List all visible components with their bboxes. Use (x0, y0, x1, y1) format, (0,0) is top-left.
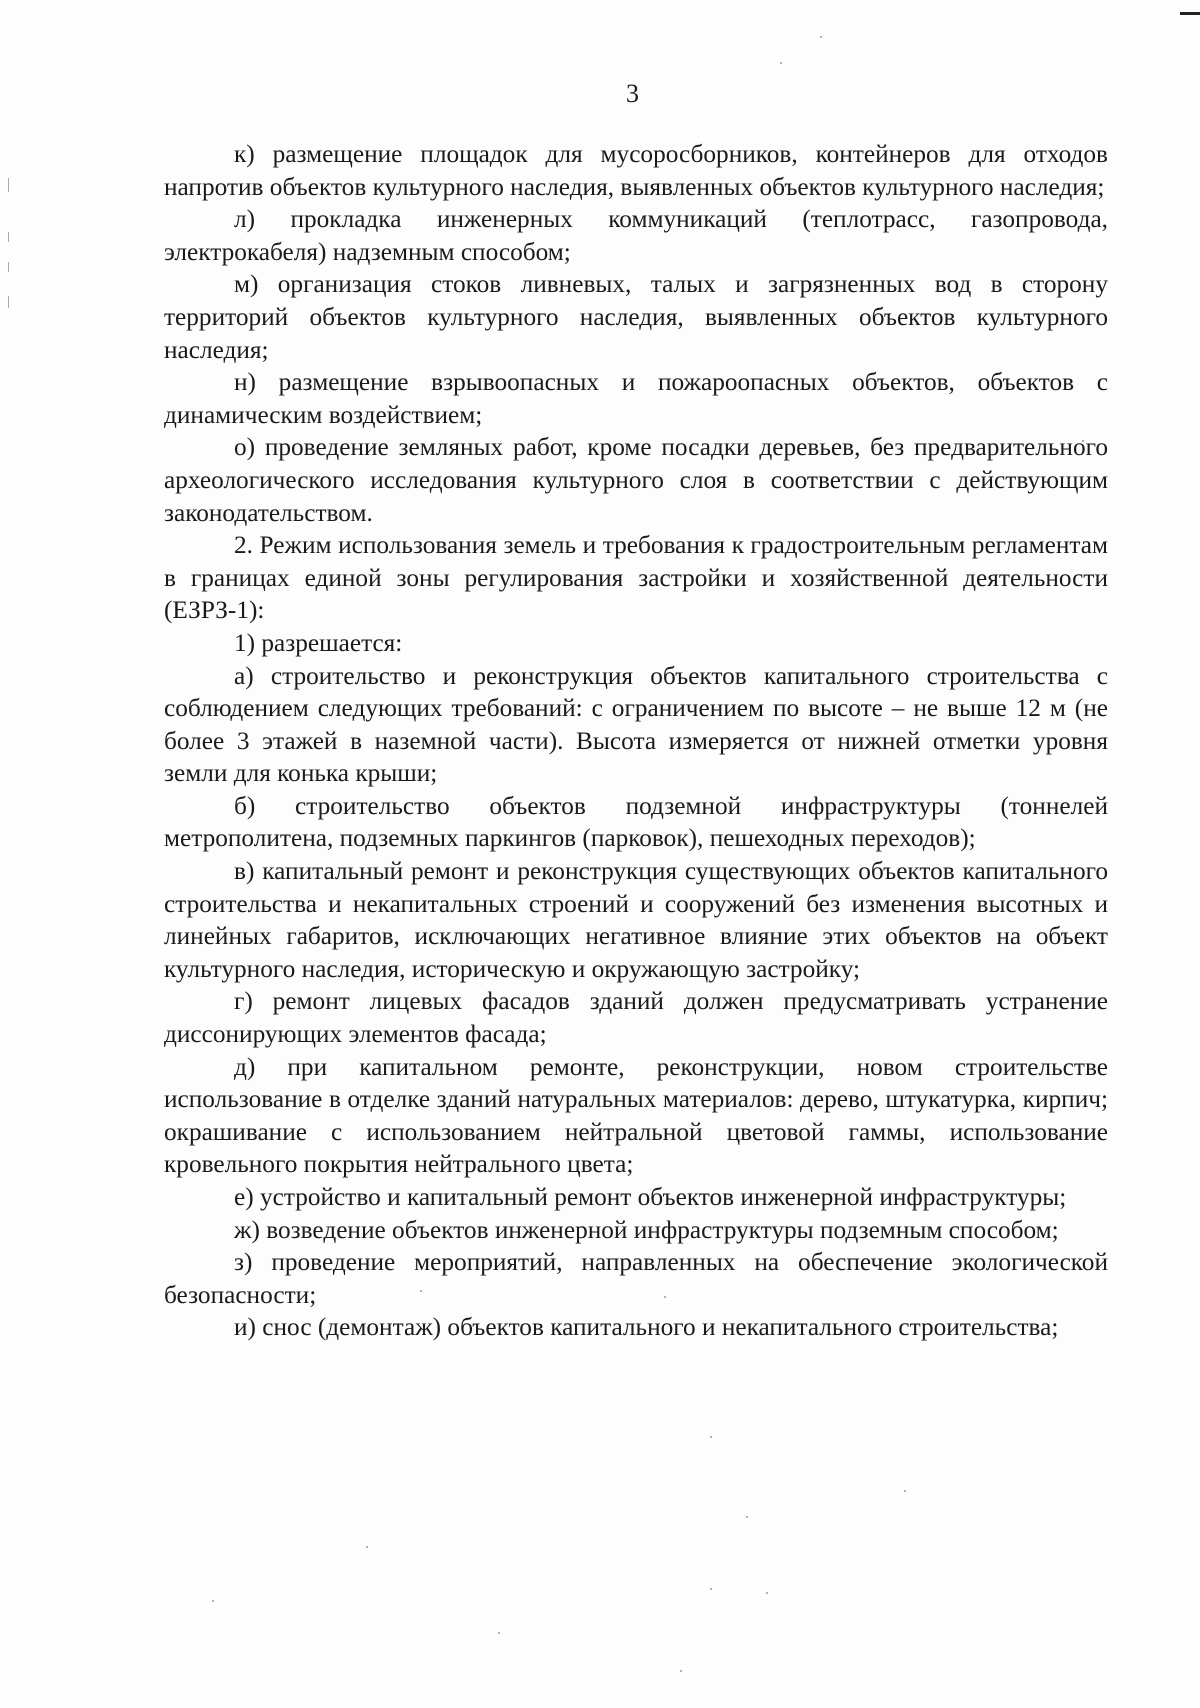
list-item-l: л) прокладка инженерных коммуникаций (теплотрасс, газопровода, электрокабеля) надземным способом; (164, 205, 1108, 266)
list-item-v: в) капитальный ремонт и реконструкция существующих объектов капитального строительства и некапитальных строений и сооружений без изменения высотных и линейных габаритов, исключающих негативное влияние этих объектов на объект культурного наследия, историческую и окружающую застройку; (164, 857, 1108, 983)
scan-speck (212, 1600, 214, 1602)
scan-speck (680, 1670, 682, 1672)
scan-margin-mark (8, 232, 9, 242)
list-item-n: н) размещение взрывоопасных и пожароопасных объектов, объектов с динамическим воздействием; (164, 368, 1108, 429)
scan-margin-mark (8, 262, 9, 272)
list-item-b: б) строительство объектов подземной инфраструктуры (тоннелей метрополитена, подземных паркингов (парковок), пешеходных переходов); (164, 791, 1108, 853)
list-item-i: и) снос (демонтаж) объектов капитального и некапитального строительства; (234, 1313, 1059, 1342)
scan-speck (766, 1592, 768, 1594)
scan-speck (820, 36, 822, 38)
list-item-k: к) размещение площадок для мусоросборников, контейнеров для отходов напротив объектов культурного наследия, выявленных объектов культурного наследия; (164, 140, 1108, 201)
list-item-m: м) организация стоков ливневых, талых и загрязненных вод в сторону территорий объектов культурного наследия, выявленных объектов культурного наследия; (164, 270, 1108, 364)
list-item-zh: ж) возведение объектов инженерной инфраструктуры подземным способом; (234, 1215, 1059, 1244)
scan-speck (780, 62, 782, 64)
scan-margin-mark (8, 178, 9, 192)
scan-speck (710, 1588, 712, 1590)
list-item-e: е) устройство и капитальный ремонт объектов инженерной инфраструктуры; (234, 1183, 1067, 1211)
scan-speck (710, 1436, 712, 1438)
section-2-heading: 2. Режим использования земель и требования к градостроительным регламентам в границах единой зоны регулирования застройки и хозяйственной деятельности (ЕЗРЗ-1): (164, 531, 1108, 625)
subsection-1-heading: 1) разрешается: (234, 628, 403, 657)
list-item-g: г) ремонт лицевых фасадов зданий должен предусматривать устранение диссонирующих элементов фасада; (164, 987, 1108, 1049)
list-item-d: д) при капитальном ремонте, реконструкции, новом строительстве использование в отделке зданий натуральных материалов: дерево, штукатурка, кирпич; окрашивание с использованием нейтральной цветовой гаммы, использование кровельного покрытия нейтрального цвета; (164, 1052, 1108, 1179)
list-item-z: з) проведение мероприятий, направленных на обеспечение экологической безопасности; (164, 1248, 1108, 1309)
scan-speck (366, 1546, 368, 1548)
list-item-a: а) строительство и реконструкция объектов капитального строительства с соблюдением следующих требований: с ограничением по высоте – не выше 12 м (не более 3 этажей в наземной части). Высота измеряется от нижней отметки уровня земли для конька крыши; (164, 661, 1108, 788)
scan-speck (904, 1490, 906, 1492)
document-body (164, 138, 1108, 1344)
page-number: 3 (626, 79, 639, 108)
list-item-o: о) проведение земляных работ, кроме посадки деревьев, без предварительного археологического исследования культурного слоя в соответствии с действующим законодательством. (164, 433, 1108, 527)
scan-corner-mark (1180, 12, 1200, 15)
scan-margin-mark (8, 296, 9, 308)
scan-speck (746, 1516, 748, 1518)
scan-speck (498, 1632, 500, 1634)
